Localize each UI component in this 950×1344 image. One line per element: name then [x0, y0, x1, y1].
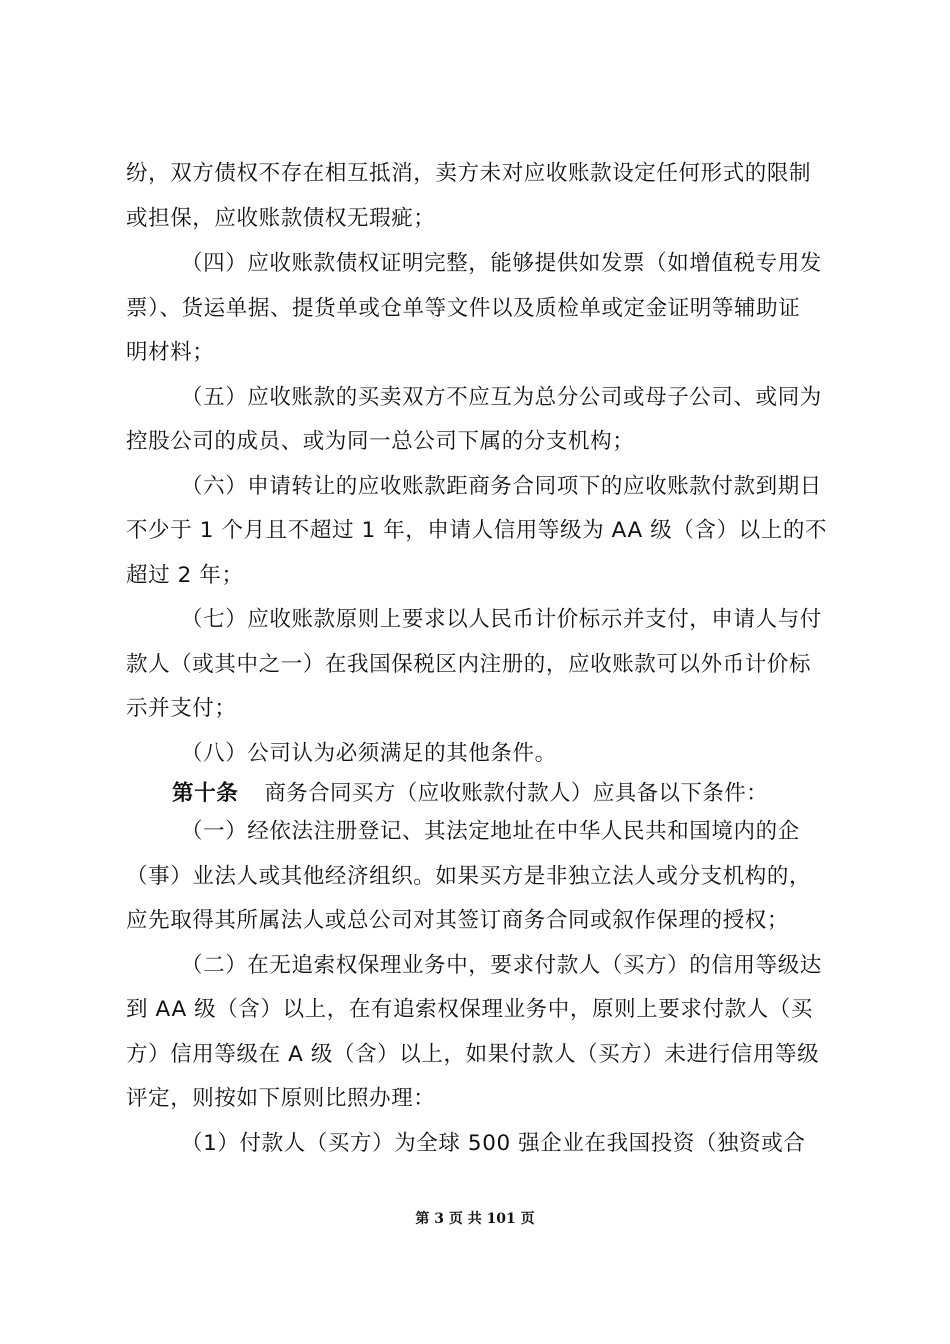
item-1-line-3: 应先取得其所属法人或总公司对其签订商务合同或叙作保理的授权；: [126, 908, 790, 933]
clause-5-line-2: 控股公司的成员、或为同一总公司下属的分支机构；: [126, 429, 635, 454]
body-line-2: 或担保，应收账款债权无瑕疵；: [126, 206, 436, 231]
clause-8-line-1: （八）公司认为必须满足的其他条件。: [181, 741, 557, 766]
clause-4-line-2: 票）、货运单据、提货单或仓单等文件以及质检单或定金证明等辅助证: [126, 296, 801, 321]
clause-6-line-1: （六）申请转让的应收账款距商务合同项下的应收账款付款到期日: [181, 474, 822, 499]
sub-item-1-line-1: （1）付款人（买方）为全球 500 强企业在我国投资（独资或合: [181, 1131, 806, 1156]
clause-7-line-2: 款人（或其中之一）在我国保税区内注册的，应收账款可以外币计价标: [126, 652, 812, 677]
item-2-line-1: （二）在无追索权保理业务中，要求付款人（买方）的信用等级达: [181, 953, 822, 978]
clause-4-line-1: （四）应收账款债权证明完整，能够提供如发票（如增值税专用发: [181, 251, 822, 276]
item-2-line-2: 到 AA 级（含）以上，在有追索权保理业务中，原则上要求付款人（买: [126, 997, 813, 1022]
page-footer: 第 3 页 共 101 页: [415, 1211, 535, 1227]
clause-7-line-1: （七）应收账款原则上要求以人民币计价标示并支付，申请人与付: [181, 607, 822, 632]
item-2-line-3: 方）信用等级在 A 级（含）以上，如果付款人（买方）未进行信用等级: [126, 1042, 820, 1067]
item-2-line-4: 评定，则按如下原则比照办理：: [126, 1086, 436, 1111]
clause-6-line-2: 不少于 1 个月且不超过 1 年，申请人信用等级为 AA 级（含）以上的不: [126, 518, 828, 543]
body-line-1: 纷，双方债权不存在相互抵消，卖方未对应收账款设定任何形式的限制: [126, 161, 812, 186]
clause-7-line-3: 示并支付；: [126, 696, 237, 721]
clause-5-line-1: （五）应收账款的买卖双方不应互为总分公司或母子公司、或同为: [181, 385, 822, 410]
article-ten-heading: 第十条: [172, 781, 239, 806]
article-ten-text: 商务合同买方（应收账款付款人）应具备以下条件：: [264, 781, 769, 806]
item-1-line-1: （一）经依法注册登记、其法定地址在中华人民共和国境内的企: [181, 819, 800, 844]
clause-6-line-3: 超过 2 年；: [126, 563, 244, 588]
item-1-line-2: （事）业法人或其他经济组织。如果买方是非独立法人或分支机构的，: [126, 864, 812, 889]
clause-4-line-3: 明材料；: [126, 340, 215, 365]
